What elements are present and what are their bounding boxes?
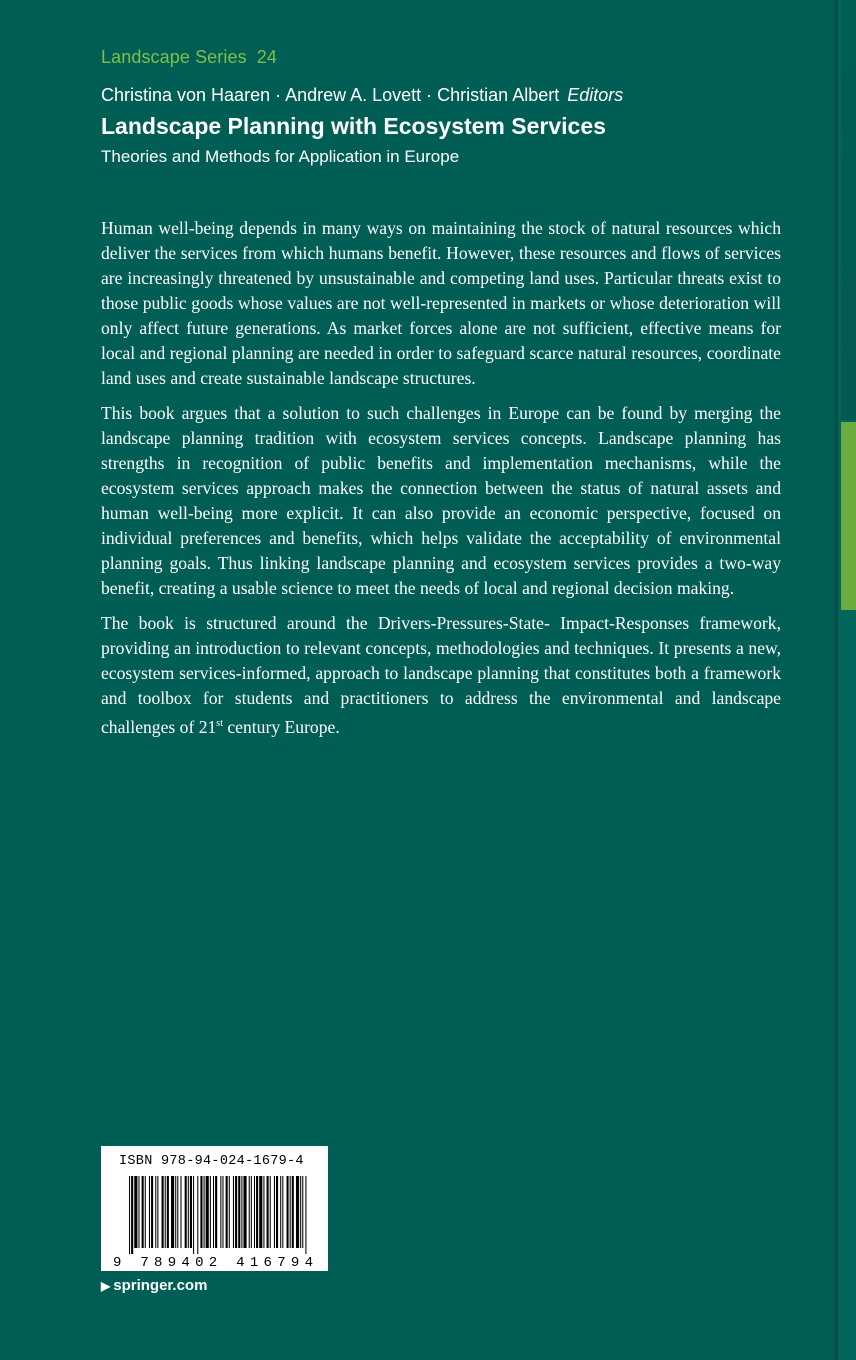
barcode-bar <box>241 1176 242 1248</box>
barcode-bar <box>180 1176 181 1248</box>
isbn-text: ISBN 978-94-024-1679-4 <box>119 1154 304 1169</box>
barcode-bar <box>254 1176 255 1248</box>
barcode-bar <box>188 1176 189 1248</box>
barcode-bar <box>157 1176 158 1248</box>
barcode-bar <box>210 1176 211 1248</box>
barcode-bar <box>155 1176 156 1248</box>
barcode-bar <box>263 1176 264 1248</box>
barcode-bar <box>256 1176 258 1248</box>
barcode-bar <box>165 1176 166 1248</box>
barcode-digits: 9 789402 416794 <box>113 1255 313 1271</box>
barcode-bar <box>292 1176 294 1248</box>
barcode-bar <box>204 1176 205 1248</box>
barcode-bar <box>287 1176 289 1248</box>
barcode-bar <box>149 1176 150 1248</box>
barcode-bar <box>138 1176 139 1248</box>
barcode-bar <box>171 1176 174 1248</box>
barcode-bar <box>175 1176 176 1248</box>
barcode-bar <box>282 1176 283 1248</box>
barcode-bar <box>229 1176 230 1248</box>
series-label <box>101 47 277 68</box>
paragraph-3-end: century Europe. <box>222 716 340 737</box>
barcode-bar <box>162 1176 164 1248</box>
editors-label: Editors <box>567 85 624 105</box>
barcode-bar <box>190 1176 192 1248</box>
barcode-bar <box>290 1176 291 1248</box>
barcode-bar <box>235 1176 237 1248</box>
barcode-bar <box>142 1176 144 1248</box>
barcode-bar <box>151 1176 153 1248</box>
barcode-bar <box>276 1176 278 1248</box>
blurb-paragraph-3 <box>101 611 781 740</box>
blurb-paragraph-2: This book argues that a solution to such challenges in Europe can be found by merging the landscape planning tradition with ecosystem services concepts. Landscape planning has strengths in recognition of public benefits and implementation mechanisms, while the ecosystem services approach makes the connection between the status of natural assets and human well-being more explicit. It can also provide an economic perspective, focused on individual preferences and benefits, which helps validate the acceptability of environmental planning goals. Thus linking landscape planning and ecosystem services provides a two-way benefit, creating a usable science to meet the needs of local and regional decision making. <box>101 403 781 598</box>
barcode-bar <box>267 1176 269 1248</box>
barcode-bar <box>131 1176 133 1254</box>
barcode-bar <box>129 1176 130 1254</box>
spine-dark-band <box>841 0 856 420</box>
barcode-bar <box>259 1176 262 1248</box>
editor-names: Christina von Haaren · Andrew A. Lovett · Christian Albert <box>101 85 560 105</box>
barcode-bar <box>200 1176 202 1248</box>
barcode-bar <box>193 1176 194 1254</box>
barcode-bar <box>300 1176 301 1248</box>
barcode-bar <box>213 1176 214 1248</box>
barcode-bar <box>226 1176 228 1248</box>
barcode-bar <box>274 1176 275 1248</box>
barcode-bar <box>215 1176 217 1248</box>
spine-green-band <box>841 422 856 610</box>
barcode-bar <box>280 1176 281 1248</box>
blurb <box>101 216 781 750</box>
barcode-bar <box>134 1176 137 1248</box>
barcode-bar <box>249 1176 250 1248</box>
isbn-barcode-box <box>101 1146 328 1271</box>
barcode-bar <box>233 1176 234 1248</box>
publisher-link[interactable] <box>101 1277 207 1294</box>
barcode-bar <box>270 1176 271 1248</box>
barcode-bar <box>243 1176 246 1248</box>
barcode-bar <box>185 1176 187 1248</box>
publisher-url: springer.com <box>113 1277 208 1294</box>
barcode-bar <box>296 1176 299 1248</box>
paragraph-3-text: The book is structured around the Drivers-Pressures-State- Impact-Responses framework, providing an introduction to relevant concepts, methodologies and techniques. It presents a new, ecosystem services-informed, approach to landscape planning that constitutes both a framework and toolbox for students and practitioners to address the environmental and landscape challenges of 21 <box>101 613 781 737</box>
editors-line <box>101 85 623 106</box>
barcode-bar <box>197 1176 198 1254</box>
barcode-icon <box>101 1172 328 1271</box>
barcode-bar <box>305 1176 306 1254</box>
series-number: 24 <box>256 47 277 67</box>
book-title: Landscape Planning with Ecosystem Services <box>101 113 606 139</box>
blurb-paragraph-1: Human well-being depends in many ways on maintaining the stock of natural resources which deliver the services from which humans benefit. However, these resources and flows of services are increasingly threatened by unsustainable and competing land uses. Particular threats exist to those public goods whose values are not well-represented in markets or whose deterioration will only affect future generations. As market forces alone are not sufficient, effective means for local and regional planning are needed in order to safeguard scarce natural resources, coordinate land uses and create sustainable landscape structures. <box>101 218 781 388</box>
superscript-st: st <box>216 718 223 729</box>
book-subtitle: Theories and Methods for Application in Europe <box>101 147 460 166</box>
barcode-bar <box>220 1176 221 1248</box>
series-name: Landscape Series <box>101 47 247 67</box>
barcode-bar <box>251 1176 252 1248</box>
barcode-bar <box>167 1176 169 1248</box>
barcode-bar <box>238 1176 240 1248</box>
play-arrow-icon: ▶ <box>101 1279 111 1293</box>
barcode-bar <box>222 1176 223 1248</box>
barcode-bar <box>145 1176 146 1248</box>
barcode-bar <box>302 1176 303 1248</box>
barcode-bar <box>206 1176 209 1248</box>
barcode-bar <box>177 1176 178 1248</box>
